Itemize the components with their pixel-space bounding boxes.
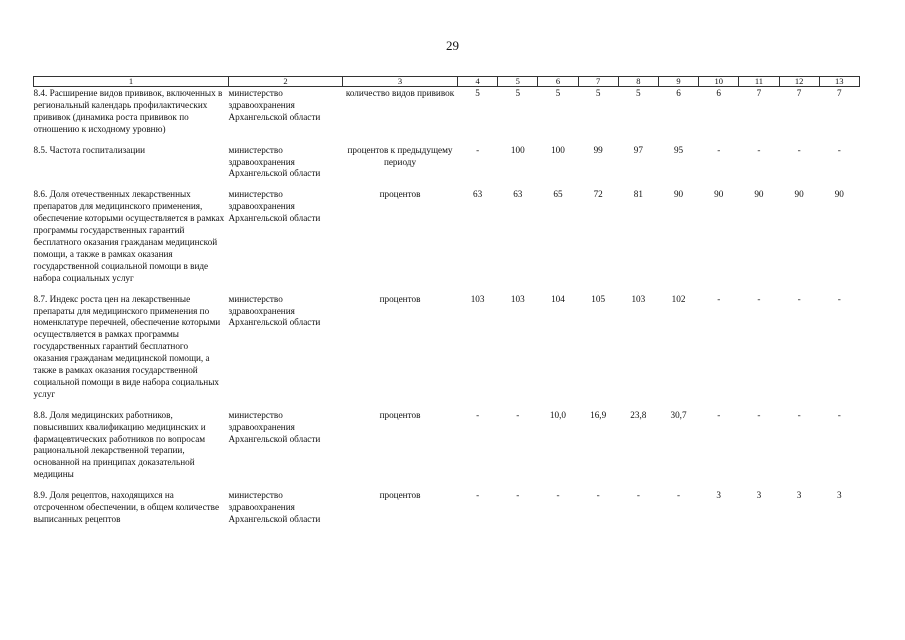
indicator-name: 8.7. Индекс роста цен на лекарственные препараты для медицинского применения по номенклатуре перечней, обеспечение которыми осуществляется в рамках программы государственных гарантий бесплатного оказания гражданам медицинской помощи, а также в рамках оказания государственной социальной помощи в виде набора социальных услуг bbox=[33, 293, 221, 399]
responsible-department: министерство здравоохранения Архангельской области bbox=[228, 490, 321, 524]
column-number: 9 bbox=[658, 77, 698, 87]
page-number: 29 bbox=[446, 38, 459, 53]
indicator-name: 8.9. Доля рецептов, находящихся на отсроченном обеспечении, в общем количестве выписанных рецептов bbox=[33, 490, 220, 524]
value-cell: 81 bbox=[633, 189, 643, 200]
column-number-row bbox=[34, 77, 860, 87]
value-cell: 63 bbox=[473, 189, 483, 200]
value-cell: 63 bbox=[513, 189, 523, 200]
value-cell: 5 bbox=[555, 88, 561, 98]
value-cell: - bbox=[516, 409, 520, 420]
value-cell: - bbox=[556, 490, 560, 501]
unit-of-measure: процентов bbox=[379, 189, 421, 200]
value-cell: 99 bbox=[593, 144, 603, 155]
value-cell: 100 bbox=[551, 144, 565, 155]
column-number: 5 bbox=[498, 77, 538, 87]
value-cell: 103 bbox=[470, 293, 485, 304]
value-cell: - bbox=[717, 409, 721, 420]
value-cell: - bbox=[476, 490, 480, 501]
value-cell: 7 bbox=[756, 88, 762, 98]
value-cell: 72 bbox=[593, 189, 603, 200]
column-number: 1 bbox=[34, 77, 229, 87]
column-number: 7 bbox=[578, 77, 618, 87]
value-cell: 104 bbox=[551, 293, 565, 304]
value-cell: 105 bbox=[591, 293, 606, 304]
value-cell: 65 bbox=[553, 189, 563, 200]
value-cell: 103 bbox=[631, 293, 646, 304]
value-cell: 6 bbox=[676, 88, 681, 98]
unit-of-measure: процентов к предыдущему периоду bbox=[347, 144, 453, 167]
value-cell: 90 bbox=[714, 189, 724, 200]
value-cell: 3 bbox=[836, 490, 842, 501]
value-cell: - bbox=[837, 293, 841, 304]
value-cell: 10,0 bbox=[549, 409, 566, 420]
column-number: 2 bbox=[229, 77, 343, 87]
value-cell: 3 bbox=[796, 490, 802, 501]
value-cell: - bbox=[516, 490, 520, 501]
column-number: 3 bbox=[343, 77, 458, 87]
value-cell: - bbox=[717, 144, 721, 155]
value-cell: 103 bbox=[510, 293, 525, 304]
value-cell: 16,9 bbox=[590, 409, 607, 420]
value-cell: - bbox=[636, 490, 640, 501]
table-row bbox=[34, 294, 860, 410]
indicator-name: 8.6. Доля отечественных лекарственных препаратов для медицинского применения, обеспечение которыми осуществляется в рамках программы государственных гарантий бесплатного оказания гражданам медицинской помощи, а также в рамках оказания государственной социальной помощи в виде набора социальных услуг bbox=[33, 189, 225, 283]
table-row bbox=[34, 189, 860, 293]
value-cell: - bbox=[797, 409, 801, 420]
value-cell: 6 bbox=[716, 88, 722, 98]
unit-of-measure: процентов bbox=[379, 293, 421, 304]
indicator-name: 8.5. Частота госпитализации bbox=[33, 144, 146, 155]
value-cell: 3 bbox=[756, 490, 762, 501]
indicator-name: 8.4. Расширение видов прививок, включенных в региональный календарь профилактических прививок (динамика роста прививок по отношению к исходному уровню) bbox=[33, 88, 223, 134]
value-cell: 23,8 bbox=[630, 409, 647, 420]
responsible-department: министерство здравоохранения Архангельской области bbox=[228, 293, 321, 328]
responsible-department: министерство здравоохранения Архангельской области bbox=[228, 189, 321, 224]
value-cell: 5 bbox=[515, 88, 521, 98]
value-cell: 95 bbox=[673, 144, 684, 155]
value-cell: - bbox=[837, 144, 841, 155]
column-number: 8 bbox=[618, 77, 658, 87]
unit-of-measure: процентов bbox=[379, 490, 421, 501]
indicator-name: 8.8. Доля медицинских работников, повысивших квалификацию медицинских и фармацевтических работников по вопросам рациональной лекарственной терапии, основанной на принципах доказательной медицины bbox=[33, 409, 206, 480]
value-cell: - bbox=[757, 293, 761, 304]
table-row bbox=[34, 410, 860, 490]
column-number: 6 bbox=[538, 77, 578, 87]
responsible-department: министерство здравоохранения Архангельской области bbox=[228, 144, 321, 179]
value-cell: 102 bbox=[671, 293, 686, 304]
value-cell: 3 bbox=[716, 490, 722, 501]
column-number: 10 bbox=[699, 77, 739, 87]
value-cell: 5 bbox=[595, 88, 601, 98]
value-cell: 90 bbox=[673, 189, 684, 200]
value-cell: 5 bbox=[636, 88, 641, 98]
column-number: 11 bbox=[739, 77, 779, 87]
responsible-department: министерство здравоохранения Архангельской области bbox=[228, 88, 321, 122]
value-cell: - bbox=[797, 144, 801, 155]
unit-of-measure: процентов bbox=[379, 409, 421, 420]
value-cell: 97 bbox=[633, 144, 643, 155]
value-cell: - bbox=[596, 490, 600, 501]
value-cell: 90 bbox=[754, 189, 764, 200]
value-cell: 5 bbox=[475, 88, 480, 98]
unit-of-measure: количество видов прививок bbox=[345, 88, 455, 98]
value-cell: - bbox=[757, 409, 761, 420]
indicators-table bbox=[33, 76, 860, 535]
value-cell: - bbox=[797, 293, 801, 304]
value-cell: - bbox=[757, 144, 761, 155]
value-cell: - bbox=[476, 409, 480, 420]
responsible-department: министерство здравоохранения Архангельской области bbox=[228, 409, 321, 444]
value-cell: 7 bbox=[796, 88, 802, 98]
value-cell: - bbox=[837, 409, 841, 420]
value-cell: 7 bbox=[836, 88, 842, 98]
value-cell: 90 bbox=[794, 189, 804, 200]
value-cell: - bbox=[677, 490, 681, 501]
column-number: 4 bbox=[458, 77, 498, 87]
value-cell: 30,7 bbox=[670, 409, 687, 420]
table-row bbox=[34, 145, 860, 190]
table-row bbox=[34, 490, 860, 535]
table-row bbox=[34, 87, 860, 145]
value-cell: - bbox=[717, 293, 721, 304]
value-cell: - bbox=[476, 144, 480, 155]
value-cell: 90 bbox=[834, 189, 844, 200]
column-number: 12 bbox=[779, 77, 819, 87]
value-cell: 100 bbox=[510, 144, 525, 155]
column-number: 13 bbox=[819, 77, 859, 87]
